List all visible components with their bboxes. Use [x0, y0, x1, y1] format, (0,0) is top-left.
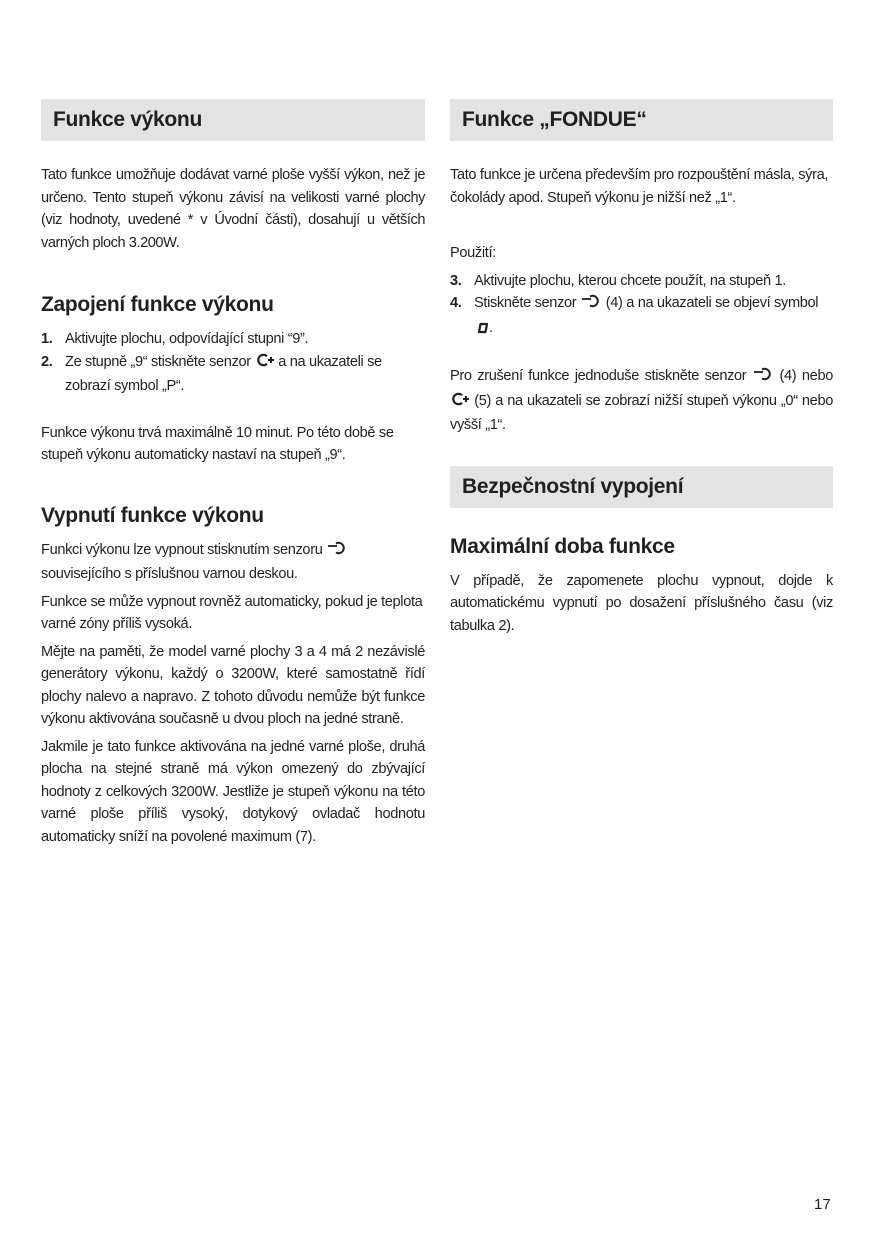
step-text-before: Ze stupně „9“ stiskněte senzor [65, 353, 251, 370]
plus-sensor-icon [450, 391, 470, 415]
step-3 [450, 270, 833, 293]
step-number: 2. [41, 353, 53, 370]
subheading-maximalni-doba: Maximální doba funkce [450, 534, 675, 558]
minus-sensor-icon [580, 293, 602, 317]
auto-off-paragraph: Funkce se může vypnout rovněž automaticky, pokud je teplota varné zóny příliš vysoká. [41, 593, 423, 632]
fondue-paragraph: Tato funkce je určena především pro rozpouštění másla, sýra, čokolády apod. Stupeň výkonu je nižší než „1“. [450, 167, 829, 206]
right-column [450, 99, 833, 637]
generators-paragraph: Mějte na paměti, že model varné plochy 3 a 4 má 2 nezávislé generátory výkonu, každý o 3200W, které samostatně řídí plochy nalevo a napravo. Z tohoto důvodu nemůže být funkce výkonu aktivována současně u dvou ploch na jedné straně. [41, 643, 425, 727]
minus-sensor-icon [752, 366, 774, 390]
step-text-after: . [489, 319, 493, 336]
page-number: 17 [814, 1196, 831, 1213]
section-heading-funkce-vykonu: Funkce výkonu [41, 99, 425, 141]
max-time-paragraph: V případě, že zapomenete plochu vypnout, dojde k automatickému vypnutí po dosažení příslušného času (viz tabulka 2). [450, 572, 833, 634]
fondue-steps [450, 270, 833, 342]
step-2 [41, 351, 425, 398]
section-heading-fondue: Funkce „FONDUE“ [450, 99, 833, 141]
section-heading-bezpecnostni: Bezpečnostní vypojení [450, 466, 833, 508]
step-text: Aktivujte plochu, odpovídající stupni “9”. [65, 331, 309, 347]
step-text-before: Stiskněte senzor [474, 295, 577, 311]
subheading-vypnuti: Vypnutí funkce výkonu [41, 503, 264, 527]
text-before: Funkci výkonu lze vypnout stisknutím senzoru [41, 541, 323, 558]
switch-off-paragraph [41, 539, 425, 586]
minus-sensor-icon [326, 540, 348, 564]
subheading-zapojeni: Zapojení funkce výkonu [41, 293, 274, 316]
intro-paragraph: Tato funkce umožňuje dodávat varné ploše vyšší výkon, než je určeno. Tento stupeň výkonu závisí na velikosti varné plochy (viz hodnoty, uvedené * v Úvodní části), dosahují u větších varných ploch 3.200W. [41, 167, 425, 251]
cancel-paragraph [450, 365, 833, 437]
step-number: 3. [450, 272, 462, 289]
left-column [41, 99, 425, 848]
step-text-after: a na ukazateli se zobrazí symbol „P“. [65, 353, 382, 394]
duration-note: Funkce výkonu trvá maximálně 10 minut. Po této době se stupeň výkonu automaticky nastaví na stupeň „9“. [41, 424, 394, 463]
usage-label: Použití: [450, 245, 496, 261]
step-1 [41, 328, 425, 351]
step-4 [450, 292, 833, 341]
text-after: (5) a na ukazateli se zobrazí nižší stupeň výkonu „0“ nebo vyšší „1“. [450, 392, 833, 433]
text-mid: (4) nebo [779, 368, 833, 384]
plus-sensor-icon [255, 352, 275, 376]
activation-steps [41, 328, 425, 398]
step-text-mid: (4) a na ukazateli se objeví symbol [605, 295, 819, 311]
text-before: Pro zrušení funkce jednoduše stiskněte senzor [450, 368, 747, 384]
step-number: 4. [450, 295, 462, 311]
step-number: 1. [41, 331, 53, 347]
step-text: Aktivujte plochu, kterou chcete použít, na stupeň 1. [474, 272, 786, 289]
fondue-symbol-icon [477, 319, 489, 342]
power-limit-paragraph: Jakmile je tato funkce aktivována na jedné varné ploše, druhá plocha na stejné straně má výkon omezený do zbývající hodnoty z celkových 3200W. Jestliže je stupeň výkonu na této varné ploše příliš vysoký, dotykový ovladač hodnotu automaticky sníží na povolené maximum (7). [41, 738, 425, 845]
text-after: souvisejícího s příslušnou varnou deskou. [41, 566, 298, 582]
